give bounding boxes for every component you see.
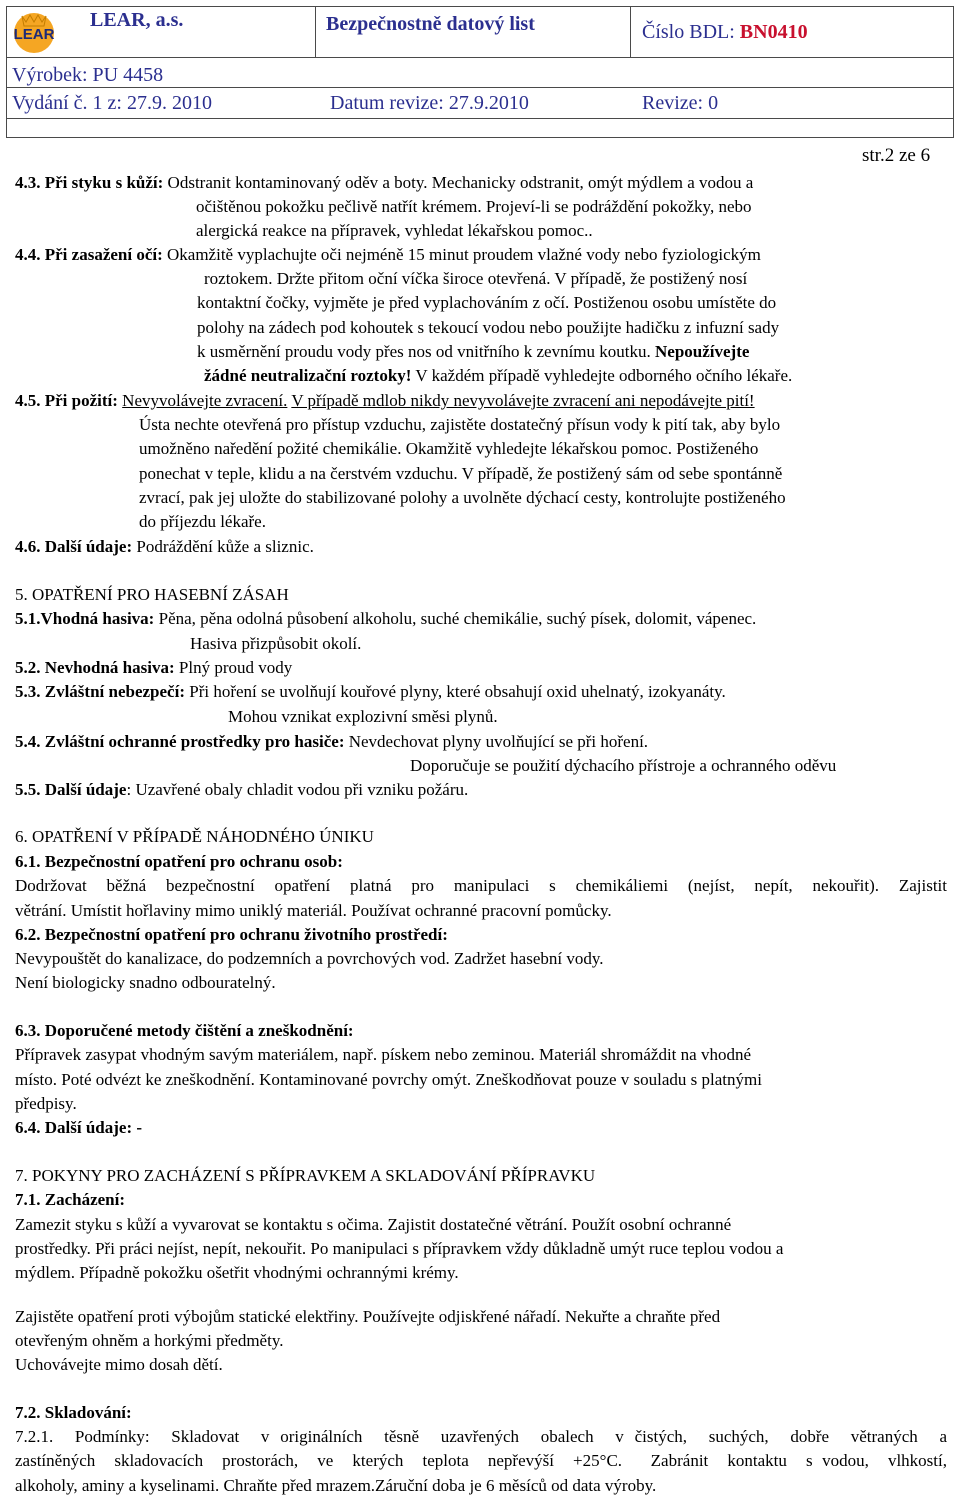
s43-label: Při styku s kůží: (44, 173, 164, 192)
s45-line-5: zvrací, pak jej uložte do stabilizované polohy a uvolněte dýchací cesty, kontrolujte postiženého (139, 488, 786, 507)
s61-line-1: Dodržovat běžná bezpečnostní opatření platná pro manipulaci s chemikáliemi (nejíst, nepít, nekouřit). Zajistit (15, 876, 947, 895)
product-name: Výrobek: PU 4458 (12, 64, 164, 86)
s71-line-5: otevřeným ohněm a horkými předměty. (15, 1331, 284, 1350)
s43-text-1: Odstranit kontaminovaný oděv a boty. Mechanicky odstranit, omýt mýdlem a vodou a (167, 173, 754, 192)
s44-text-1: Okamžitě vyplachujte oči nejméně 15 minut proudem vlažné vody nebo fyziologickým (167, 245, 761, 264)
s61-line-2: větrání. Umístit hořlaviny mimo uniklý materiál. Používat ochranné pracovní pomůcky. (15, 901, 612, 920)
s45-line-6: do příjezdu lékaře. (139, 512, 266, 531)
s53-line-2: Mohou vznikat explozivní směsi plynů. (228, 707, 498, 726)
s45-label: Při požití: (44, 391, 118, 410)
s62-line-2: Není biologicky snadno odbouratelný. (15, 973, 276, 992)
s51-line-1 (15, 610, 756, 627)
s71-line-4: Zajistěte opatření proti výbojům statické elektřiny. Používejte odjiskřené nářadí. Nekuřte a chraňte před (15, 1307, 721, 1326)
bdl-number: BN0410 (739, 21, 808, 43)
s72-label: 7.2. Skladování: (15, 1403, 132, 1422)
s51-label: 5.1.Vhodná hasiva: (15, 609, 155, 628)
s64-label: 6.4. Další údaje: - (15, 1118, 143, 1137)
svg-text:LEAR: LEAR (13, 26, 55, 43)
s53-line-1 (15, 683, 726, 700)
s63-line-2: místo. Poté odvézt ke zneškodnění. Kontaminované povrchy omýt. Zneškodňovat pouze v souladu s platnými (15, 1070, 762, 1089)
s44-line-3: kontaktní čočky, vyjměte je před vyplachováním z očí. Postiženou osobu umístěte do (197, 293, 777, 312)
header-divider-3 (6, 118, 954, 119)
header-border-right (953, 6, 954, 138)
bdl-field (642, 22, 808, 42)
s71-label: 7.1. Zacházení: (15, 1190, 126, 1209)
issue-info: Vydání č. 1 z: 27.9. 2010 (12, 92, 212, 114)
s71-line-2: prostředky. Při práci nejíst, nepít, nekouřit. Po manipulaci s přípravkem vždy důkladně umýt ruce teplou vodou a (15, 1239, 784, 1258)
s55-line (15, 781, 468, 798)
s63-line-3: předpisy. (15, 1094, 77, 1113)
s5-title: 5. OPATŘENÍ PRO HASEBNÍ ZÁSAH (15, 585, 289, 604)
s54-text-1: Nevdechovat plyny uvolňující se při hoření. (348, 732, 649, 751)
s53-text-1: Při hoření se uvolňují kouřové plyny, které obsahují oxid uhelnatý, izokyanáty. (189, 682, 726, 701)
s71-line-1: Zamezit styku s kůží a vyvarovat se kontaktu s očima. Zajistit dostatečné větrání. Použít osobní ochranné (15, 1215, 732, 1234)
s7-title: 7. POKYNY PRO ZACHÁZENÍ S PŘÍPRAVKEM A SKLADOVÁNÍ PŘÍPRAVKU (15, 1166, 596, 1185)
header-col-divider-1 (315, 6, 316, 58)
s44-text-5b: Nepoužívejte (655, 342, 750, 361)
s44-line-1 (15, 246, 761, 263)
document-header (0, 0, 960, 140)
s51-line-2: Hasiva přizpůsobit okolí. (190, 634, 362, 653)
s45-line-4: ponechat v teple, klidu a na čerstvém vzduchu. V případě, že postižený sám od sebe spontánně (139, 464, 783, 483)
header-col-divider-2 (630, 6, 631, 58)
page-number: str.2 ze 6 (862, 145, 931, 166)
s54-line-2: Doporučuje se použití dýchacího přístroje a ochranného oděvu (410, 756, 837, 775)
s54-label: 5.4. Zvláštní ochranné prostředky pro hasiče: (15, 732, 345, 751)
s46-line (15, 538, 314, 555)
s55-text: : Uzavřené obaly chladit vodou při vzniku požáru. (126, 780, 469, 799)
s45-text-1b: V případě mdlob nikdy nevyvolávejte zvracení ani nepodávejte pití! (291, 391, 755, 410)
s43-line-1 (15, 174, 753, 191)
s44-text-6b: V každém případě vyhledejte odborného očního lékaře. (415, 366, 793, 385)
s52-label: 5.2. Nevhodná hasiva: (15, 658, 175, 677)
s72-line-2: zastíněných skladovacích prostorách, ve kterých teplota nepřevýší +25°C. Zabránit kontaktu s vodou, vlhkostí, (15, 1451, 947, 1470)
s44-line-6 (204, 367, 792, 384)
header-border-top (6, 6, 954, 7)
s52-line (15, 659, 292, 676)
s62-label: 6.2. Bezpečnostní opatření pro ochranu životního prostředí: (15, 925, 448, 944)
s44-number: 4.4. (15, 245, 41, 264)
bdl-label: Číslo BDL: (642, 21, 740, 43)
s54-line-1 (15, 733, 648, 750)
document-title: Bezpečnostně datový list (326, 13, 535, 35)
s71-line-3: mýdlem. Případně pokožku ošetřit vhodnými ochrannými krémy. (15, 1263, 459, 1282)
s45-text-1a: Nevyvolávejte zvracení. (122, 391, 288, 410)
s6-title: 6. OPATŘENÍ V PŘÍPADĚ NÁHODNÉHO ÚNIKU (15, 827, 374, 846)
s63-line-1: Přípravek zasypat vhodným savým materiálem, např. pískem nebo zeminou. Materiál shromáždit na vhodné (15, 1045, 751, 1064)
s72-line-1: 7.2.1. Podmínky: Skladovat v originálních těsně uzavřených obalech v čistých, suchých, dobře větraných a (15, 1427, 947, 1446)
s44-line-4: polohy na zádech pod kohoutek s tekoucí vodou nebo použijte hadičku z infuzní sady (197, 318, 780, 337)
s45-line-1 (15, 392, 755, 409)
s46-number: 4.6. (15, 537, 41, 556)
s72-line-3: alkoholy, aminy a kyselinami. Chraňte před mrazem.Záruční doba je 6 měsíců od data výroby. (15, 1476, 657, 1495)
s63-label: 6.3. Doporučené metody čištění a zneškodnění: (15, 1021, 354, 1040)
s44-text-6a: žádné neutralizační roztoky! (204, 366, 412, 385)
s46-text: Podráždění kůže a sliznic. (136, 537, 314, 556)
s62-line-1: Nevypouštět do kanalizace, do podzemních a povrchových vod. Zadržet hasební vody. (15, 949, 604, 968)
s44-text-5a: k usměrnění proudu vody přes nos od vnitřního k zevnímu koutku. (197, 342, 651, 361)
s45-number: 4.5. (15, 391, 41, 410)
header-divider-2 (6, 87, 954, 88)
header-border-bottom (6, 137, 954, 138)
s43-line-3: alergická reakce na přípravek, vyhledat lékařskou pomoc.. (196, 221, 593, 240)
s71-line-6: Uchovávejte mimo dosah dětí. (15, 1355, 223, 1374)
s46-label: Další údaje: (44, 537, 133, 556)
s43-line-2: očištěnou pokožku pečlivě natřít krémem. Projeví-li se podráždění pokožky, nebo (196, 197, 752, 216)
revision-date: Datum revize: 27.9.2010 (330, 92, 529, 114)
s45-line-3: umožněno naředění požité chemikálie. Okamžitě vyhledejte lékařskou pomoc. Postiženého (139, 439, 759, 458)
s44-label: Při zasažení očí: (44, 245, 163, 264)
s52-text: Plný proud vody (178, 658, 293, 677)
s53-label: 5.3. Zvláštní nebezpečí: (15, 682, 185, 701)
revision-number: Revize: 0 (642, 92, 719, 114)
s51-text-1: Pěna, pěna odolná působení alkoholu, suché chemikálie, suchý písek, dolomit, vápenec. (158, 609, 757, 628)
s45-line-2: Ústa nechte otevřená pro přístup vzduchu, zajistěte dostatečný přísun vody k pití tak, aby bylo (139, 415, 781, 434)
s44-line-2: roztokem. Držte přitom oční víčka široce otevřená. V případě, že postižený nosí (204, 269, 748, 288)
s43-number: 4.3. (15, 173, 41, 192)
s55-label: 5.5. Další údaje (15, 780, 127, 799)
s61-label: 6.1. Bezpečnostní opatření pro ochranu osob: (15, 852, 343, 871)
header-divider-1 (6, 57, 954, 58)
company-name: LEAR, a.s. (90, 9, 184, 31)
lear-logo (6, 6, 62, 54)
s44-line-5 (197, 343, 749, 360)
